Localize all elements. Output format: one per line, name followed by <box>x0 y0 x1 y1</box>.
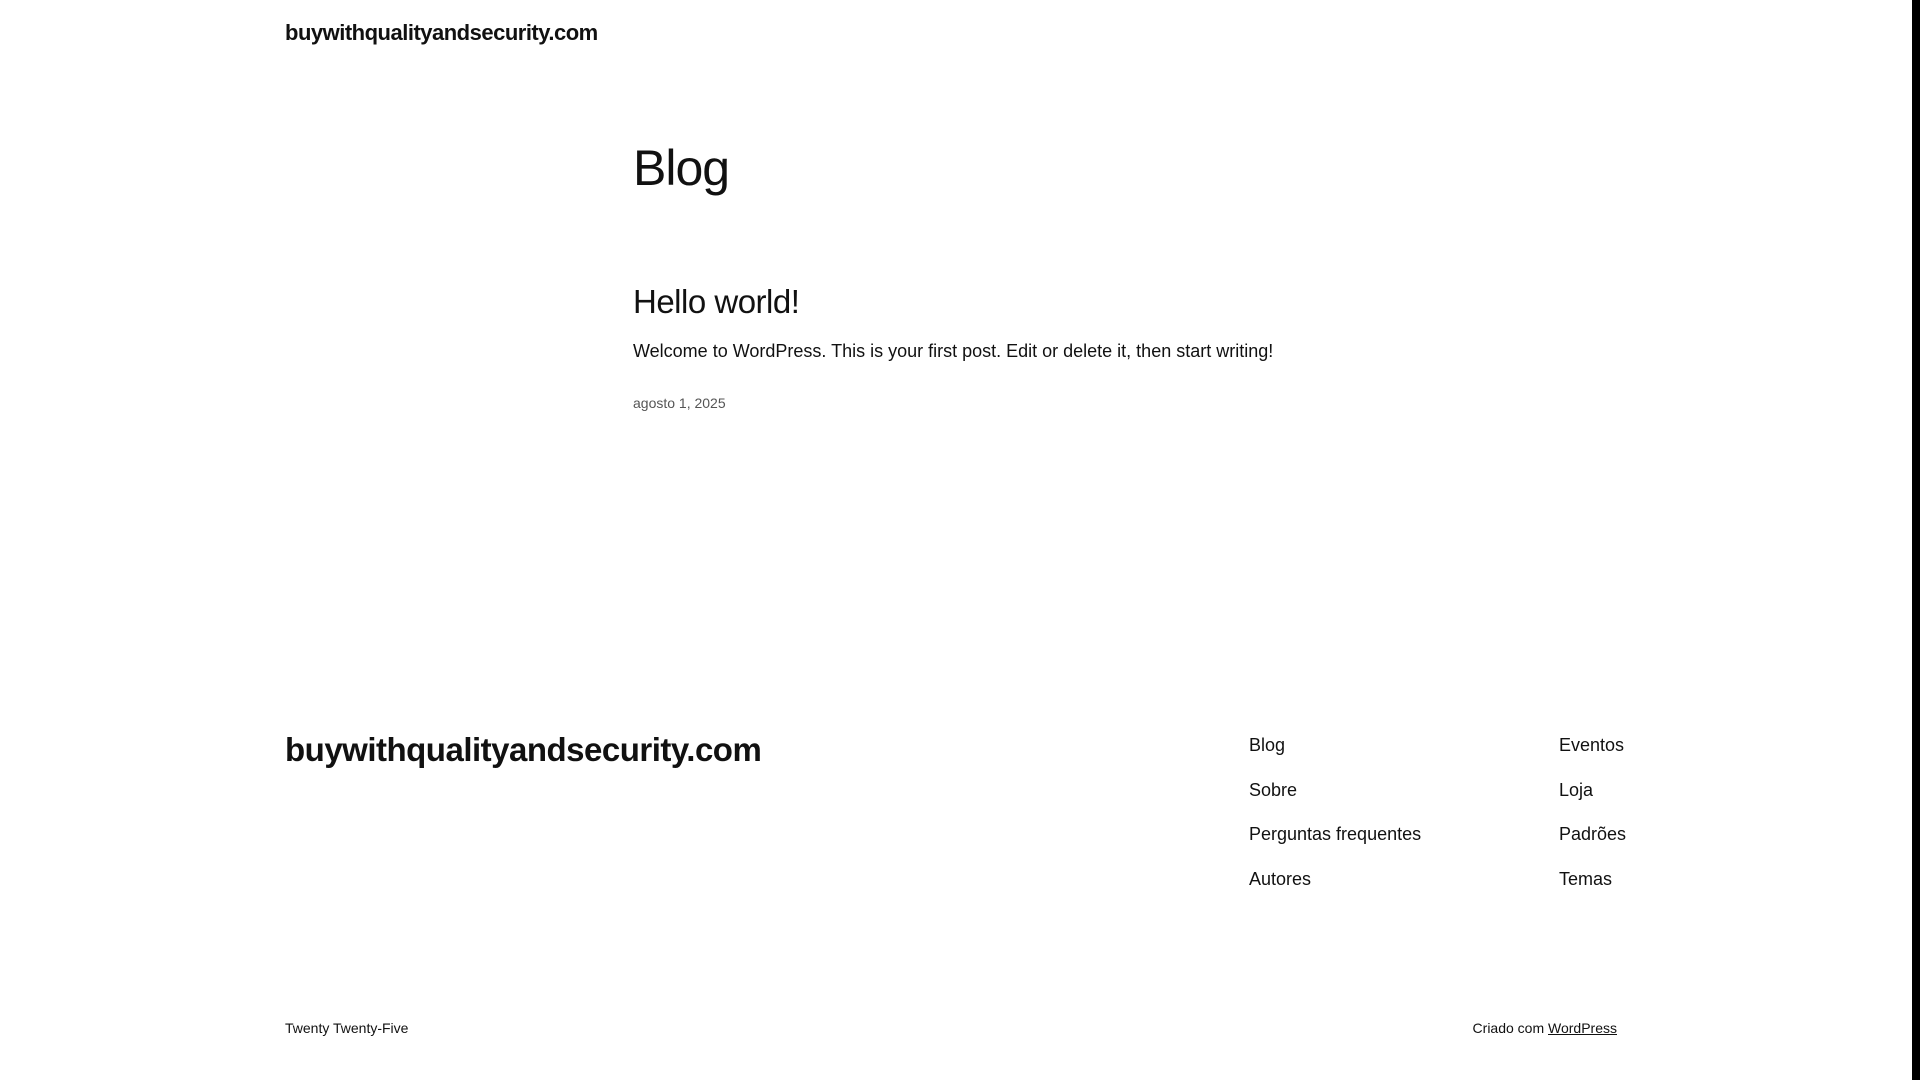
header-site-title-link[interactable]: buywithqualityandsecurity.com <box>285 20 598 45</box>
page-title: Blog <box>633 140 730 196</box>
footer-nav-item-loja[interactable]: Loja <box>1559 779 1594 800</box>
footer-nav-item-perguntas-frequentes[interactable]: Perguntas frequentes <box>1249 824 1422 844</box>
wordpress-link[interactable]: WordPress <box>1548 1020 1617 1036</box>
footer-nav-item-sobre[interactable]: Sobre <box>1249 779 1298 800</box>
post-date[interactable]: agosto 1, 2025 <box>633 395 726 411</box>
footer-nav-item-blog[interactable]: Blog <box>1249 735 1286 755</box>
post-excerpt: Welcome to WordPress. This is your first post. Edit or delete it, then start writing! <box>633 341 1274 361</box>
footer-nav-column-1 <box>1249 733 1421 911</box>
footer-site-title-link[interactable]: buywithqualityandsecurity.com <box>285 731 762 768</box>
footer-nav-item-autores[interactable]: Autores <box>1249 868 1312 889</box>
footer-nav-item-eventos[interactable]: Eventos <box>1559 735 1625 755</box>
footer-powered-by <box>1473 1019 1617 1037</box>
footer-powered-prefix: Criado com <box>1472 1020 1549 1036</box>
footer-nav-item-temas[interactable]: Temas <box>1559 868 1613 889</box>
post-title-link[interactable]: Hello world! <box>633 283 800 320</box>
window-edge-bar <box>1912 0 1920 1080</box>
footer-theme-credit: Twenty Twenty-Five <box>285 1020 409 1036</box>
footer-nav-item-padroes[interactable]: Padrões <box>1559 824 1627 844</box>
footer-nav-column-2 <box>1559 733 1626 911</box>
